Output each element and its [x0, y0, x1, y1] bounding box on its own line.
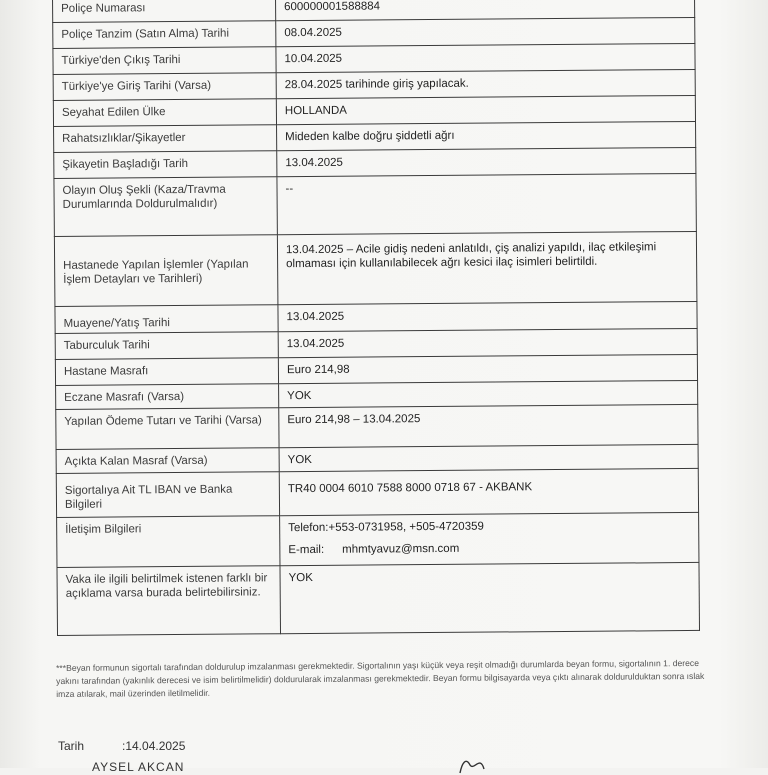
row-label: Açıkta Kalan Masraf (Varsa) — [56, 448, 279, 474]
row-label: Vaka ile ilgili belirtilmek istenen farklı bir açıklama varsa burada belirtebilirsiniz. — [57, 566, 281, 636]
row-label: Muayene/Yatış Tarihi — [55, 305, 278, 334]
row-value: 600000001588884 — [275, 0, 694, 21]
row-label: Olayın Oluş Şekli (Kaza/Travma Durumlarında Doldurulmalıdır) — [54, 177, 277, 237]
row-value: Euro 214,98 — [278, 354, 697, 383]
row-value: 28.04.2025 tarihinde giriş yapılacak. — [276, 69, 695, 98]
date-line — [58, 739, 185, 753]
row-label: Taburculuk Tarihi — [55, 332, 278, 360]
row-label: Türkiye'den Çıkış Tarihi — [53, 47, 276, 75]
table-row — [56, 468, 698, 517]
row-value: YOK — [279, 444, 698, 471]
date-label: Tarih — [58, 739, 85, 753]
row-label: Seyahat Edilen Ülke — [53, 99, 276, 127]
row-label: Şikayetin Başladığı Tarih — [54, 151, 277, 179]
email-label: E-mail: — [288, 543, 325, 557]
row-label: Türkiye'ye Giriş Tarihi (Varsa) — [53, 73, 276, 101]
row-value: -- — [277, 173, 696, 234]
email-line — [288, 540, 690, 557]
footnote-text: ***Beyan formunun sigortalı tarafından doldurulup imzalanması gerekmektedir. Sigortalının yaşı küçük veya reşit olmadığı durumlarda beyan formu, sigortalının 1. derece yakını tarafından (yakınlık derecesi ve isim belirtilmelidir) doldurularak imzalanması gerekmektedir. Beyan formu bilgisayarda veya çıktı alınarak doldurulduktan sonra ıslak imza atılarak, mail üzerinden iletilmelidir. — [56, 657, 705, 699]
row-value: HOLLANDA — [276, 95, 695, 124]
row-label: İletişim Bilgileri — [57, 516, 280, 568]
row-label: Yapılan Ödeme Tutarı ve Tarihi (Varsa) — [56, 408, 279, 450]
row-value: Mideden kalbe doğru şiddetli ağrı — [277, 121, 696, 150]
row-value: 13.04.2025 — [277, 147, 696, 176]
row-label: Rahatsızlıklar/Şikayetler — [54, 125, 277, 153]
row-label: Eczane Masrafı (Varsa) — [56, 384, 279, 410]
table-row — [56, 404, 698, 449]
phone-text: Telefon:+553-0731958, +505-4720359 — [288, 520, 484, 535]
table-row — [57, 512, 699, 567]
row-value: YOK — [280, 562, 700, 633]
table-row — [57, 562, 700, 635]
row-value: TR40 0004 6010 7588 8000 0718 67 - AKBANK — [279, 468, 698, 515]
signer-name: AYSEL AKCAN — [92, 760, 185, 774]
row-value: 10.04.2025 — [276, 43, 695, 72]
row-label: Hastane Masrafı — [55, 358, 278, 386]
row-value: Euro 214,98 – 13.04.2025 — [279, 404, 698, 447]
date-value: :14.04.2025 — [122, 739, 186, 753]
handwritten-signature — [440, 735, 560, 775]
table-row — [54, 231, 697, 306]
email-text: mhmtyavuz@msn.com — [342, 542, 460, 556]
row-value: 13.04.2025 — [278, 328, 697, 357]
declaration-form-table — [52, 0, 700, 636]
row-value: 13.04.2025 – Acile gidiş nedeni anlatıldı, çiş analizi yapıldı, ilaç etkileşimi olmaması için kullanılabilecek ağrı kesici ilaç isimleri belirtildi. — [277, 231, 697, 304]
row-label: Sigortalıya Ait TL IBAN ve Banka Bilgileri — [56, 472, 279, 518]
row-label: Poliçe Numarası — [53, 0, 276, 22]
contact-info-cell — [280, 512, 699, 565]
row-value: YOK — [279, 380, 698, 407]
row-value: 08.04.2025 — [276, 17, 695, 46]
row-label: Poliçe Tanzim (Satın Alma) Tarihi — [53, 21, 276, 49]
row-label: Hastanede Yapılan İşlemler (Yapılan İşlem Detayları ve Tarihleri) — [54, 235, 278, 307]
table-row — [54, 173, 696, 236]
row-value: 13.04.2025 — [278, 301, 697, 331]
